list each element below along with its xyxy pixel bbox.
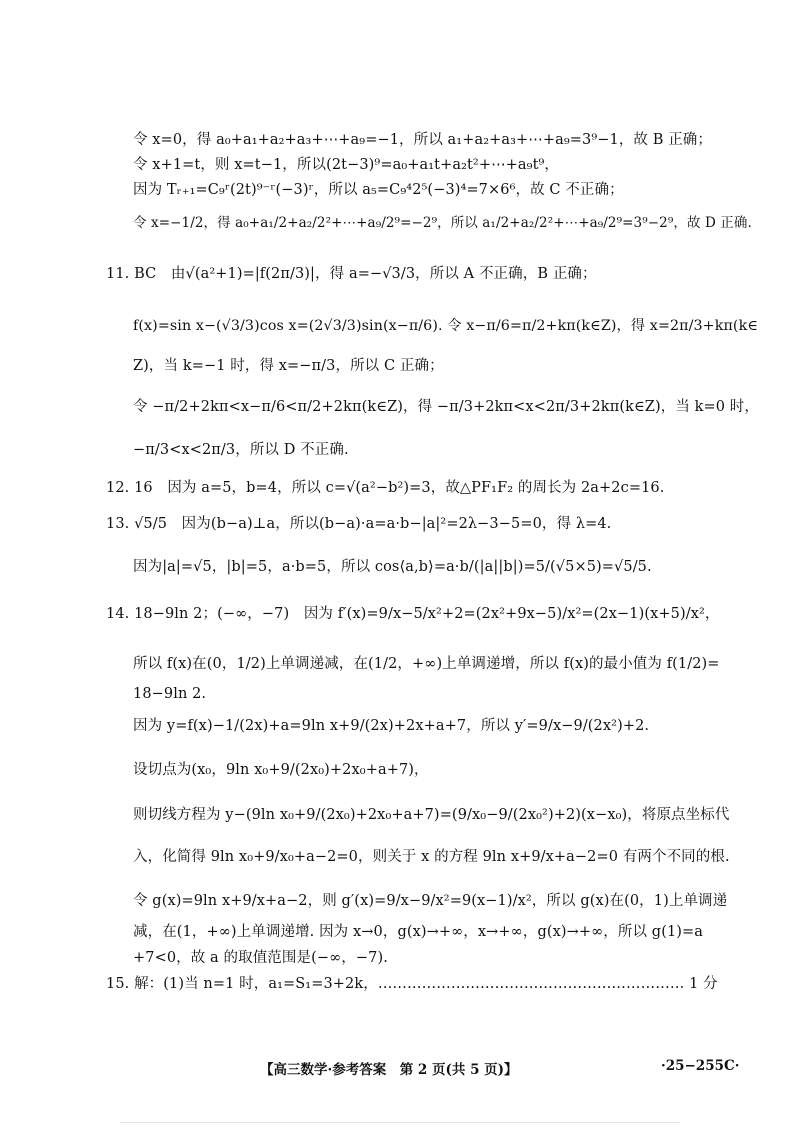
- text-line: 减，在(1，+∞)上单调递增. 因为 x→0，g(x)→+∞，x→+∞，g(x)→+∞，所以 g(1)=a: [133, 924, 704, 940]
- text-line: 15. 解：(1)当 n=1 时，a₁=S₁=3+2k，……………………………………………………… 1 分: [106, 976, 718, 992]
- text-line: +7<0，故 a 的取值范围是(−∞，−7).: [133, 950, 388, 966]
- text-line: 18−9ln 2.: [133, 686, 207, 702]
- text-line: 令 x=−1/2，得 a₀+a₁/2+a₂/2²+⋯+a₉/2⁹=−2⁹，所以 a₁/2+a₂/2²+⋯+a₉/2⁹=3⁹−2⁹，故 D 正确.: [133, 215, 752, 231]
- text-line: 则切线方程为 y−(9ln x₀+9/(2x₀)+2x₀+a+7)=(9/x₀−9/(2x₀²)+2)(x−x₀)，将原点坐标代: [133, 807, 730, 823]
- text-line: 所以 f(x)在(0，1/2)上单调递减，在(1/2，+∞)上单调递增，所以 f(x)的最小值为 f(1/2)=: [133, 656, 720, 672]
- text-line: 入，化简得 9ln x₀+9/x₀+a−2=0，则关于 x 的方程 9ln x+9/x+a−2=0 有两个不同的根.: [133, 849, 730, 865]
- text-line: 14. 18−9ln 2；(−∞，−7) 因为 f′(x)=9/x−5/x²+2=(2x²+9x−5)/x²=(2x−1)(x+5)/x²，: [106, 606, 720, 622]
- text-line: 13. √5/5 因为(b−a)⊥a，所以(b−a)·a=a·b−|a|²=2λ−3−5=0，得 λ=4.: [106, 516, 612, 532]
- document-code: ·25−255C·: [661, 1058, 740, 1074]
- text-line: 令 g(x)=9ln x+9/x+a−2，则 g′(x)=9/x−9/x²=9(x−1)/x²，所以 g(x)在(0，1)上单调递: [133, 893, 728, 909]
- text-line: 11. BC 由√(a²+1)=|f(2π/3)|，得 a=−√3/3，所以 A 不正确，B 正确；: [106, 266, 597, 282]
- text-line: 因为|a|=√5，|b|=5，a·b=5，所以 cos⟨a,b⟩=a·b/(|a||b|)=5/(√5×5)=√5/5.: [133, 559, 652, 575]
- text-line: 12. 16 因为 a=5，b=4，所以 c=√(a²−b²)=3，故△PF₁F₂ 的周长为 2a+2c=16.: [106, 480, 665, 496]
- text-line: Z)，当 k=−1 时，得 x=−π/3，所以 C 正确；: [133, 358, 444, 374]
- text-line: 令 −π/2+2kπ<x−π/6<π/2+2kπ(k∈Z)，得 −π/3+2kπ<x<2π/3+2kπ(k∈Z)，当 k=0 时，: [133, 399, 760, 415]
- text-line: f(x)=sin x−(√3/3)cos x=(2√3/3)sin(x−π/6). 令 x−π/6=π/2+kπ(k∈Z)，得 x=2π/3+kπ(k∈: [133, 318, 758, 334]
- text-line: 因为 Tᵣ₊₁=C₉ʳ(2t)⁹⁻ʳ(−3)ʳ，所以 a₅=C₉⁴2⁵(−3)⁴=7×6⁶，故 C 不正确；: [133, 182, 624, 198]
- text-line: 令 x=0，得 a₀+a₁+a₂+a₃+⋯+a₉=−1，所以 a₁+a₂+a₃+⋯+a₉=3⁹−1，故 B 正确；: [133, 132, 713, 148]
- text-line: −π/3<x<2π/3，所以 D 不正确.: [133, 442, 349, 458]
- page-footer: 【高三数学·参考答案 第 2 页(共 5 页)】: [260, 1062, 518, 1078]
- text-line: 设切点为(x₀，9ln x₀+9/(2x₀)+2x₀+a+7)，: [133, 762, 429, 778]
- text-line: 令 x+1=t，则 x=t−1，所以(2t−3)⁹=a₀+a₁t+a₂t²+⋯+a₉t⁹，: [133, 157, 560, 173]
- bottom-divider: [120, 1122, 680, 1123]
- text-line: 因为 y=f(x)−1/(2x)+a=9ln x+9/(2x)+2x+a+7，所以 y′=9/x−9/(2x²)+2.: [133, 718, 650, 734]
